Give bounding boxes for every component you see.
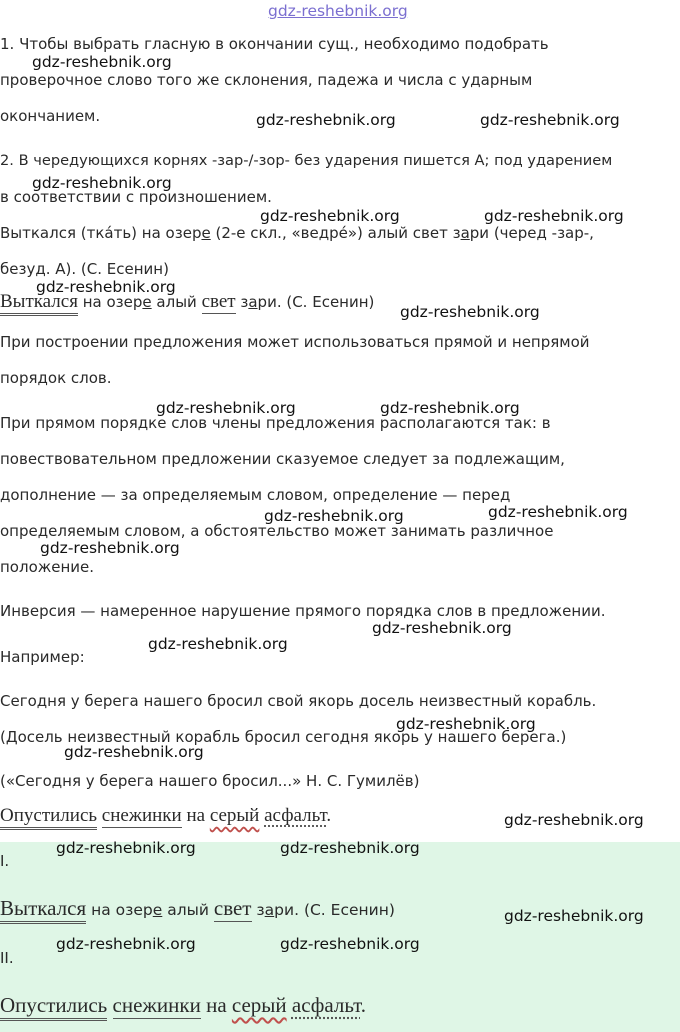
watermark: gdz-reshebnik.org	[504, 811, 644, 829]
watermark: gdz-reshebnik.org	[396, 715, 536, 733]
watermark: gdz-reshebnik.org	[36, 278, 176, 296]
subject: снежинки	[112, 993, 201, 1017]
attribute: серый	[231, 993, 287, 1017]
watermark: gdz-reshebnik.org	[56, 935, 196, 953]
watermark: gdz-reshebnik.org	[264, 507, 404, 525]
watermark: gdz-reshebnik.org	[480, 111, 620, 129]
rule-2-line-1: 2. В чередующихся корнях -зар-/-зор- без ударения пишется А; под ударением	[0, 152, 613, 169]
answer-label-1: I.	[0, 852, 10, 870]
inversion-line-2: Например:	[0, 648, 85, 666]
sentence-part: ри. (С. Есенин)	[257, 293, 375, 311]
subject: свет	[213, 896, 252, 920]
example-1-part: (2-е скл., «ведрé») алый свет з	[210, 224, 461, 242]
predicate: Выткался	[0, 896, 86, 924]
sentence-part: на	[200, 993, 232, 1017]
direct-order-line-3: дополнение — за определяемым словом, определение — перед	[0, 486, 511, 504]
direct-order-line-2: повествовательном предложении сказуемое следует за подлежащим,	[0, 450, 565, 468]
watermark: gdz-reshebnik.org	[40, 539, 180, 557]
watermark: gdz-reshebnik.org	[56, 839, 196, 857]
checked-letter: а	[264, 901, 275, 919]
watermark: gdz-reshebnik.org	[380, 399, 520, 417]
watermark: gdz-reshebnik.org	[32, 53, 172, 71]
rule-1-line-3: окончанием.	[0, 107, 101, 125]
watermark: gdz-reshebnik.org	[372, 619, 512, 637]
rule-1-line-2: проверочное слово того же склонения, падежа и числа с ударным	[0, 71, 533, 89]
watermark: gdz-reshebnik.org	[280, 935, 420, 953]
word-order-line-1: При построении предложения может использоваться прямой и непрямой	[0, 333, 590, 351]
answer-sentence-1	[0, 898, 395, 920]
sentence-part: на озер	[86, 901, 153, 919]
subject: свет	[201, 291, 236, 312]
object: асфальт	[264, 805, 327, 826]
sentence-part: з	[251, 901, 265, 919]
direct-order-line-4: определяемым словом, а обстоятельство может занимать различное	[0, 522, 554, 540]
example-1-line-1	[0, 223, 594, 243]
sentence-part: на	[181, 805, 210, 826]
inversion-line-1: Инверсия — намеренное нарушение прямого порядка слов в предложении.	[0, 602, 606, 620]
predicate: Опустились	[0, 993, 107, 1021]
inversion-line-3: Сегодня у берега нашего бросил свой якорь досель неизвестный корабль.	[0, 692, 597, 710]
subject: снежинки	[101, 805, 182, 826]
predicate: Выткался	[0, 291, 78, 316]
checked-letter: е	[152, 901, 163, 919]
parsed-sentence-2	[0, 804, 331, 828]
watermark: gdz-reshebnik.org	[32, 174, 172, 192]
sentence-part: алый	[151, 293, 202, 311]
checked-letter: а	[460, 224, 470, 242]
checked-letter: е	[201, 224, 211, 242]
predicate: Опустились	[0, 805, 97, 830]
watermark: gdz-reshebnik.org	[488, 503, 628, 521]
answer-label-2: II.	[0, 949, 14, 967]
inversion-line-4: (Досель неизвестный корабль бросил сегодня якорь у нашего берега.)	[0, 728, 567, 746]
word-order-line-2: порядок слов.	[0, 369, 112, 387]
watermark: gdz-reshebnik.org	[156, 399, 296, 417]
answer-sentence-2	[0, 992, 366, 1018]
example-1-line-2: безуд. А). (С. Есенин)	[0, 260, 169, 278]
inversion-line-5: («Сегодня у берега нашего бросил...» Н. С. Гумилёв)	[0, 772, 420, 790]
example-1-part: Выткался (ткáть) на озер	[0, 224, 202, 242]
sentence-part: ри. (С. Есенин)	[274, 901, 395, 919]
attribute: серый	[209, 805, 260, 826]
watermark: gdz-reshebnik.org	[260, 207, 400, 225]
rule-1-line-1: 1. Чтобы выбрать гласную в окончании сущ., необходимо подобрать	[0, 35, 549, 53]
watermark: gdz-reshebnik.org	[256, 111, 396, 129]
sentence-part: .	[360, 993, 367, 1017]
sentence-part: з	[235, 293, 249, 311]
checked-letter: а	[248, 293, 258, 311]
watermark-top[interactable]: gdz-reshebnik.org	[268, 2, 408, 20]
checked-letter: е	[142, 293, 152, 311]
rule-2-line-2: в соответствии с произношением.	[0, 188, 272, 206]
watermark: gdz-reshebnik.org	[484, 207, 624, 225]
watermark: gdz-reshebnik.org	[64, 743, 204, 761]
watermark: gdz-reshebnik.org	[400, 303, 540, 321]
example-1-part: ри (черед -зар-,	[469, 224, 594, 242]
direct-order-line-5: положение.	[0, 558, 95, 576]
sentence-part: .	[326, 805, 332, 826]
watermark: gdz-reshebnik.org	[148, 635, 288, 653]
object: асфальт	[291, 993, 361, 1017]
watermark: gdz-reshebnik.org	[280, 839, 420, 857]
sentence-part: на озер	[77, 293, 143, 311]
watermark: gdz-reshebnik.org	[504, 907, 644, 925]
sentence-part: алый	[162, 901, 214, 919]
direct-order-line-1: При прямом порядке слов члены предложения располагаются так: в	[0, 414, 551, 432]
